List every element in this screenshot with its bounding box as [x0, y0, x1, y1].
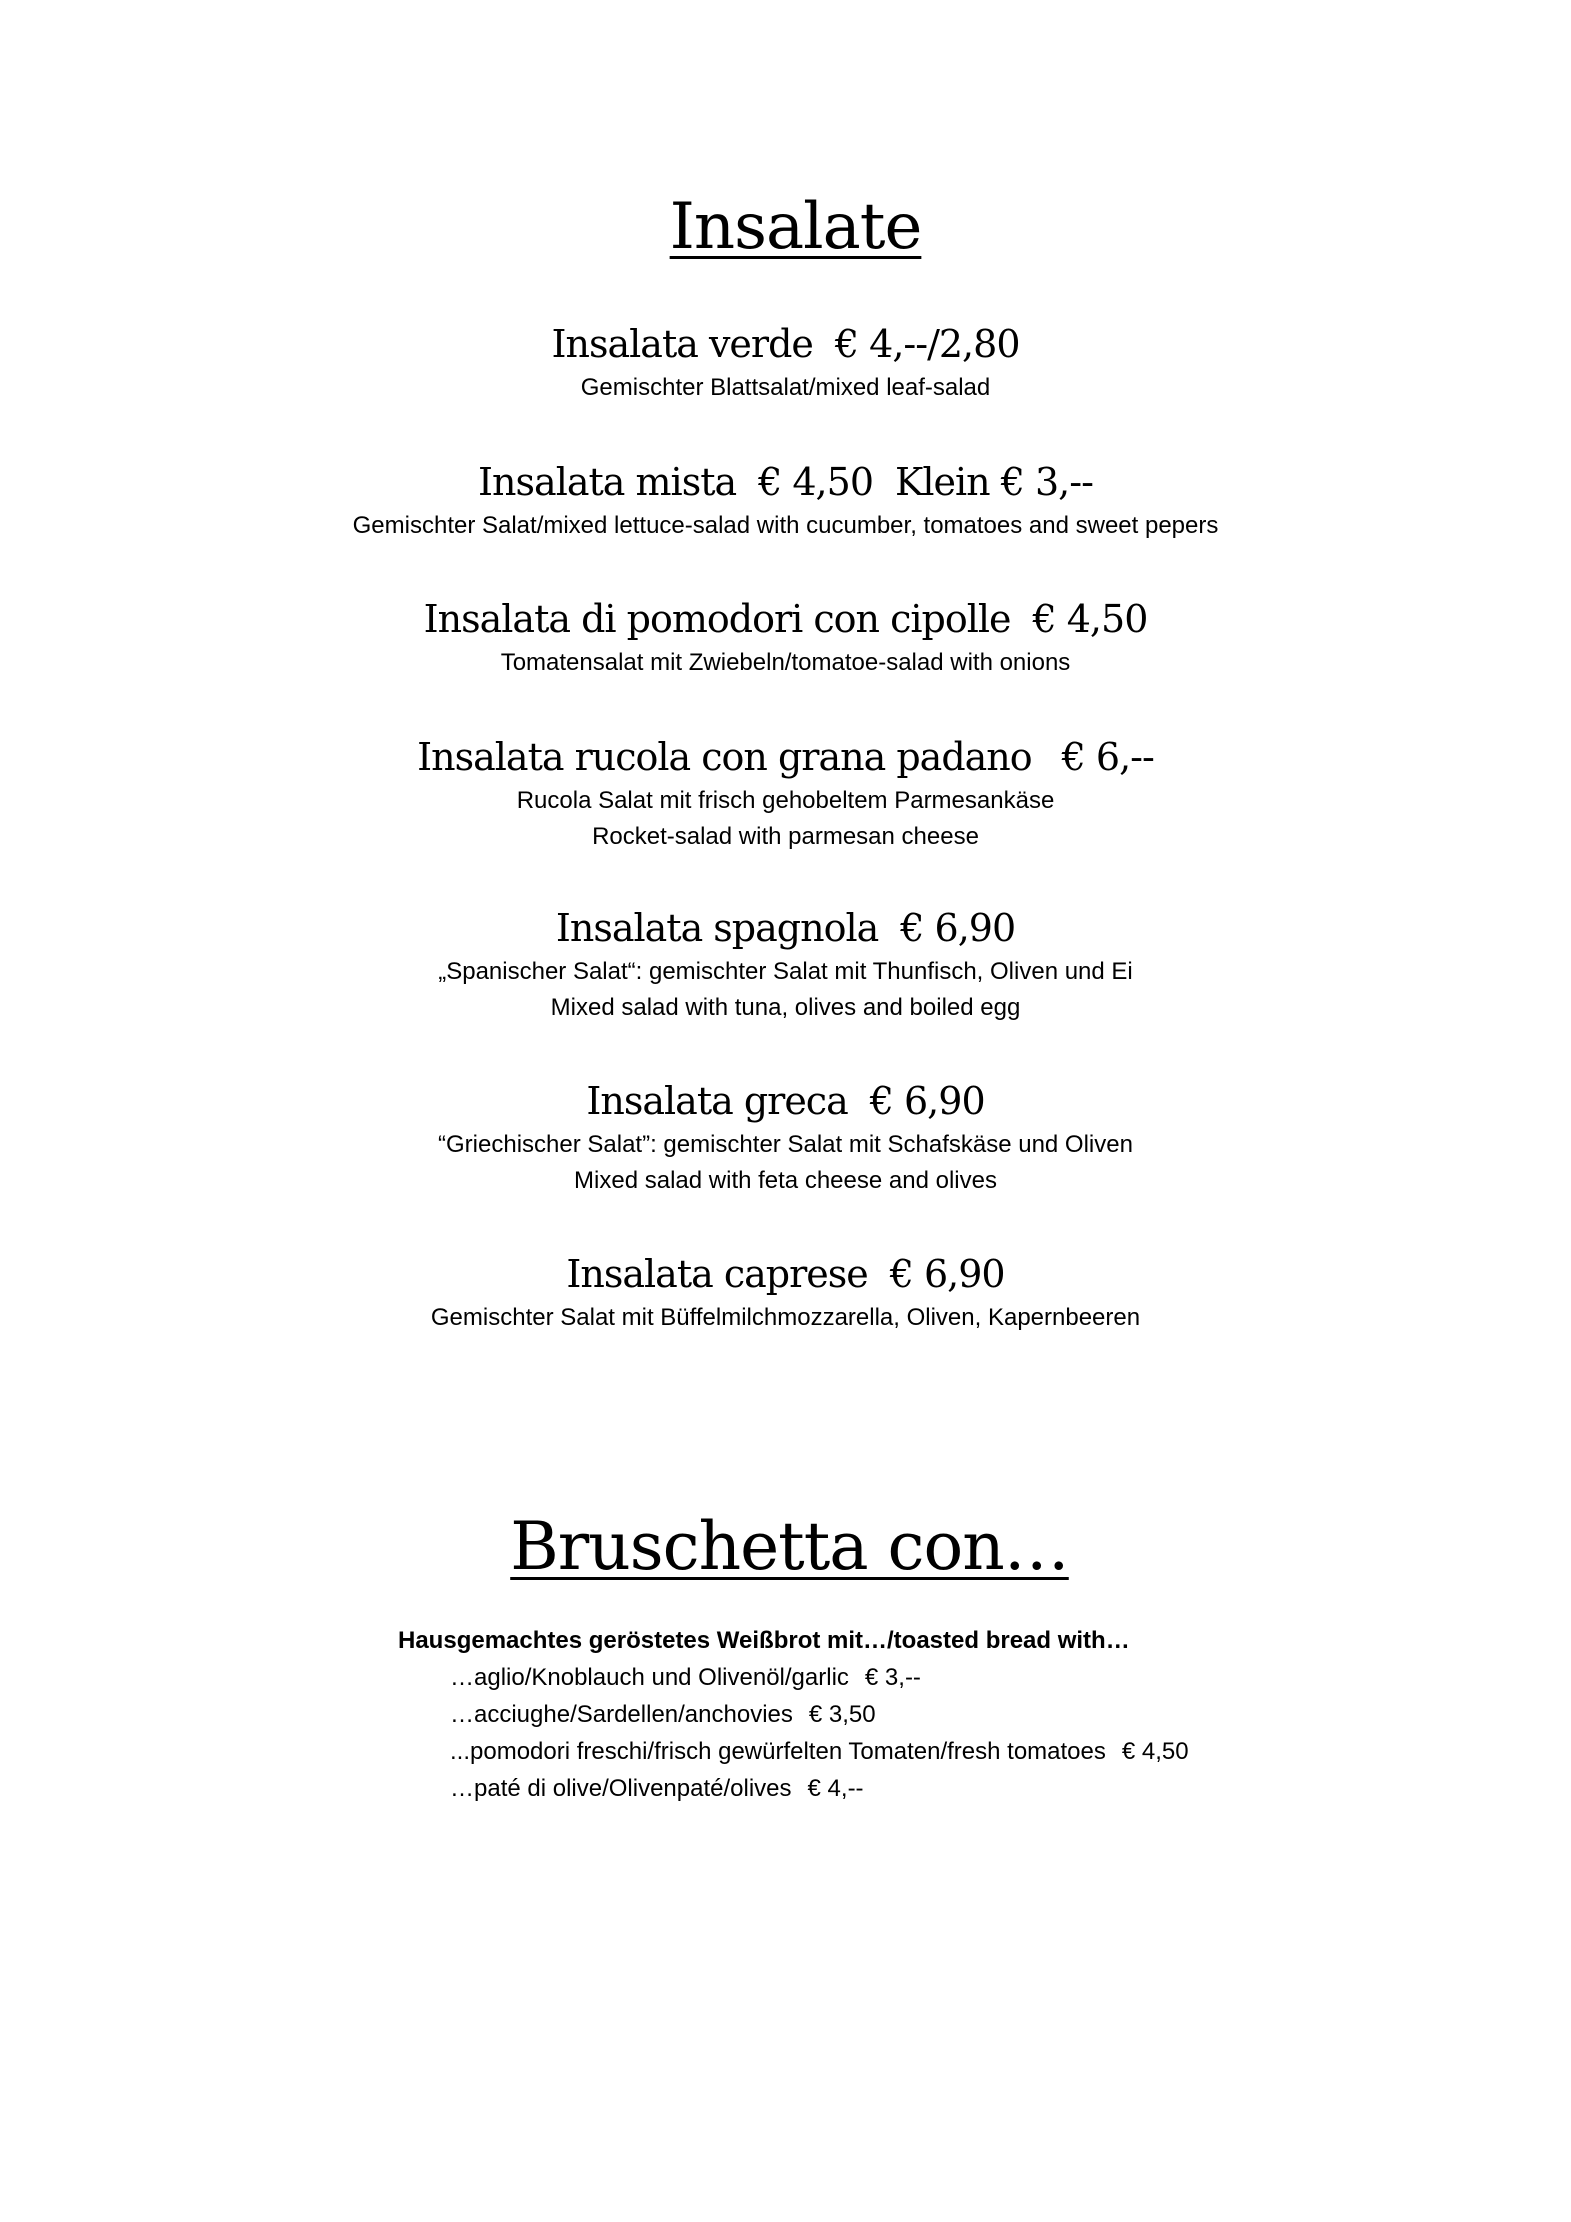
item-title: Insalata verde — [551, 322, 813, 366]
menu-item-insalata-mista — [0, 456, 1571, 544]
item-price: € 6,-- — [1061, 735, 1154, 779]
item-title: Insalata caprese — [566, 1252, 868, 1296]
item-description: Rocket-salad with parmesan cheese — [592, 823, 979, 850]
bruschetta-block — [398, 1622, 1189, 1807]
item-description: Gemischter Salat mit Büffelmilchmozzarella, Oliven, Kapernbeeren — [430, 1304, 1141, 1331]
bruschetta-item-label: …acciughe/Sardellen/anchovies — [450, 1701, 793, 1728]
item-description: Gemischter Blattsalat/mixed leaf-salad — [580, 374, 991, 401]
item-name — [0, 731, 1571, 783]
item-title: Insalata di pomodori con cipolle — [423, 597, 1011, 641]
section-title-insalate: Insalate — [669, 190, 922, 264]
item-description: Mixed salad with tuna, olives and boiled egg — [550, 994, 1021, 1021]
menu-item-insalata-pomodori — [0, 593, 1571, 681]
item-name — [0, 1248, 1571, 1300]
menu-item-insalata-rucola — [0, 731, 1571, 855]
section-title-bruschetta: Bruschetta con… — [510, 1508, 1069, 1585]
item-title: Insalata spagnola — [555, 906, 879, 950]
item-title: Insalata mista — [478, 460, 737, 504]
item-name — [0, 318, 1571, 370]
item-price: € 4,50 — [1032, 597, 1148, 641]
bruschetta-item-price: € 3,50 — [808, 1701, 876, 1728]
bruschetta-item-price: € 4,-- — [807, 1775, 864, 1802]
list-item — [450, 1659, 1189, 1696]
item-description: Tomatensalat mit Zwiebeln/tomatoe-salad with onions — [500, 649, 1071, 676]
menu-item-insalata-verde — [0, 318, 1571, 406]
item-description: „Spanischer Salat“: gemischter Salat mit Thunfisch, Oliven und Ei — [438, 958, 1133, 985]
list-item — [450, 1770, 1189, 1807]
bruschetta-intro: Hausgemachtes geröstetes Weißbrot mit…/toasted bread with… — [398, 1627, 1130, 1654]
item-price: € 6,90 — [889, 1252, 1005, 1296]
item-description: Gemischter Salat/mixed lettuce-salad with cucumber, tomatoes and sweet pepers — [352, 512, 1219, 539]
item-price: € 4,--/2,80 — [834, 322, 1020, 366]
bruschetta-item-label: …aglio/Knoblauch und Olivenöl/garlic — [450, 1664, 849, 1691]
item-price: € 6,90 — [900, 906, 1016, 950]
item-name — [0, 1075, 1571, 1127]
item-title: Insalata rucola con grana padano — [417, 735, 1032, 779]
bruschetta-item-price: € 3,-- — [864, 1664, 921, 1691]
item-description: Mixed salad with feta cheese and olives — [574, 1167, 997, 1194]
item-price: € 4,50 — [758, 460, 873, 504]
menu-item-insalata-spagnola — [0, 902, 1571, 1026]
item-description: Rucola Salat mit frisch gehobeltem Parmesankäse — [516, 787, 1055, 814]
item-small-price: Klein € 3,-- — [895, 460, 1093, 504]
list-item — [450, 1696, 1189, 1733]
item-name — [0, 593, 1571, 645]
bruschetta-item-label: …paté di olive/Olivenpaté/olives — [450, 1775, 792, 1802]
item-name — [0, 456, 1571, 508]
bruschetta-item-label: ...pomodori freschi/frisch gewürfelten Tomaten/fresh tomatoes — [450, 1738, 1106, 1765]
list-item — [450, 1733, 1189, 1770]
item-price: € 6,90 — [869, 1079, 985, 1123]
bruschetta-list — [398, 1659, 1189, 1807]
menu-item-insalata-caprese — [0, 1248, 1571, 1336]
bruschetta-item-price: € 4,50 — [1121, 1738, 1189, 1765]
item-name — [0, 902, 1571, 954]
menu-item-insalata-greca — [0, 1075, 1571, 1199]
item-description: “Griechischer Salat”: gemischter Salat mit Schafskäse und Oliven — [438, 1131, 1133, 1158]
item-title: Insalata greca — [586, 1079, 848, 1123]
